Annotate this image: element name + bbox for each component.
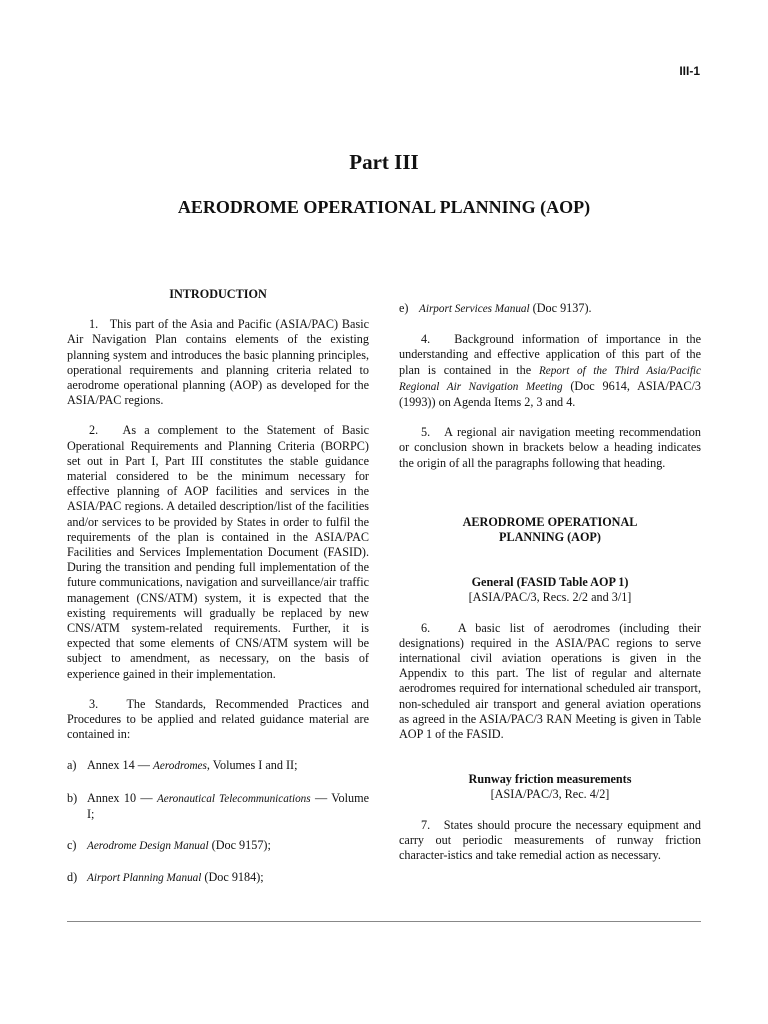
reference-a	[67, 758, 369, 774]
reference-marker: b)	[67, 790, 78, 805]
reference-c	[67, 838, 369, 854]
paragraph-4-report-title: Report of the Third Asia/Pacific Regional Air Navigation Meeting	[399, 364, 701, 393]
reference-text: Annex 10 —	[87, 790, 157, 805]
runway-friction-reference: [ASIA/PAC/3, Rec. 4/2]	[490, 787, 610, 802]
section-heading-line-1: AERODROME OPERATIONAL	[462, 514, 638, 529]
reference-text: (Doc 9184);	[201, 870, 264, 885]
reference-title: Airport Planning Manual	[87, 872, 202, 885]
right-column	[399, 286, 701, 863]
page-number: III-1	[679, 64, 700, 78]
reference-marker: d)	[67, 870, 78, 885]
paragraph-4-text-end: (Doc 9614, ASIA/PAC/3 (1993)) on Agenda Items 2, 3 and 4.	[399, 378, 701, 410]
reference-title: Aerodromes	[153, 760, 207, 773]
general-reference: [ASIA/PAC/3, Recs. 2/2 and 3/1]	[468, 590, 632, 605]
paragraph-7: 7. States should procure the necessary equipment and carry out periodic measurements of runway friction character-istics and take remedial action as necessary.	[399, 817, 701, 863]
paragraph-4	[399, 332, 701, 410]
part-title: Part III	[349, 150, 419, 174]
paragraph-4-text: 4. Background information of importance in the understanding and effective application of this part of the plan is contained in the	[399, 332, 701, 377]
reference-text: Annex 14 —	[87, 758, 154, 773]
reference-text: , Volumes I and II;	[206, 758, 298, 773]
paragraph-1: 1. This part of the Asia and Pacific (ASIA/PAC) Basic Air Navigation Plan contains elements of the existing planning system and introduces the basic planning principles, operational requirements and planning criteria related to aerodrome operational planning (AOP) as developed for the ASIA/PAC regions.	[67, 317, 369, 408]
reference-text: (Doc 9157);	[208, 838, 271, 853]
reference-title: Airport Services Manual	[419, 303, 530, 315]
reference-b	[67, 791, 369, 822]
section-heading-line-2: PLANNING (AOP)	[499, 530, 601, 545]
introduction-heading: INTRODUCTION	[169, 287, 267, 301]
paragraph-5: 5. A regional air navigation meeting recommendation or conclusion shown in brackets below a heading indicates the origin of all the paragraphs following that heading.	[399, 425, 701, 470]
paragraph-6: 6. A basic list of aerodromes (including their designations) required in the ASIA/PAC regions to serve international civil aviation operations is given in the Appendix to this part. The list of regular and alternate aerodromes required for international scheduled air transport, non-scheduled air transport and general aviation operations as agreed in the ASIA/PAC/3 RAN Meeting is given in Table AOP 1 of the FASID.	[399, 620, 701, 742]
reference-marker: e)	[399, 301, 409, 315]
paragraph-3: 3. The Standards, Recommended Practices and Procedures to be applied and related guidance material are contained in:	[67, 696, 369, 742]
general-heading: General (FASID Table AOP 1)	[471, 575, 629, 590]
reference-title: Aerodrome Design Manual	[87, 840, 209, 853]
reference-text: — Volume I;	[87, 790, 369, 821]
left-column	[67, 286, 369, 887]
document-title: AERODROME OPERATIONAL PLANNING (AOP)	[177, 197, 591, 217]
reference-e	[399, 301, 701, 317]
runway-friction-heading: Runway friction measurements	[468, 772, 632, 787]
reference-marker: c)	[67, 838, 77, 853]
paragraph-2: 2. As a complement to the Statement of Basic Operational Requirements and Planning Criteria (BORPC) set out in Part I, Part III constitutes the stable guidance material considered to be the minimum necessary for effective planning of AOP facilities and services in the ASIA/PAC regions. A detailed description/list of the facilities and/or services to be provided by States in order to fulfil the requirements of the plan is contained in the ASIA/PAC Facilities and Services Implementation Document (FASID). During the transition and pending full implementation of the future communications, navigation and surveillance/air traffic management (CNS/ATM) system, it is expected that the existing requirements will gradually be replaced by new CNS/ATM system-related requirements. Further, it is expected that some elements of CNS/ATM system will be subject to amendment, as necessary, on the basis of experience gained in their implementation.	[67, 423, 369, 681]
reference-marker: a)	[67, 758, 77, 773]
footer-rule	[67, 921, 701, 922]
reference-d	[67, 870, 369, 886]
reference-text: (Doc 9137).	[529, 301, 592, 315]
reference-title: Aeronautical Telecommunications	[156, 792, 311, 805]
